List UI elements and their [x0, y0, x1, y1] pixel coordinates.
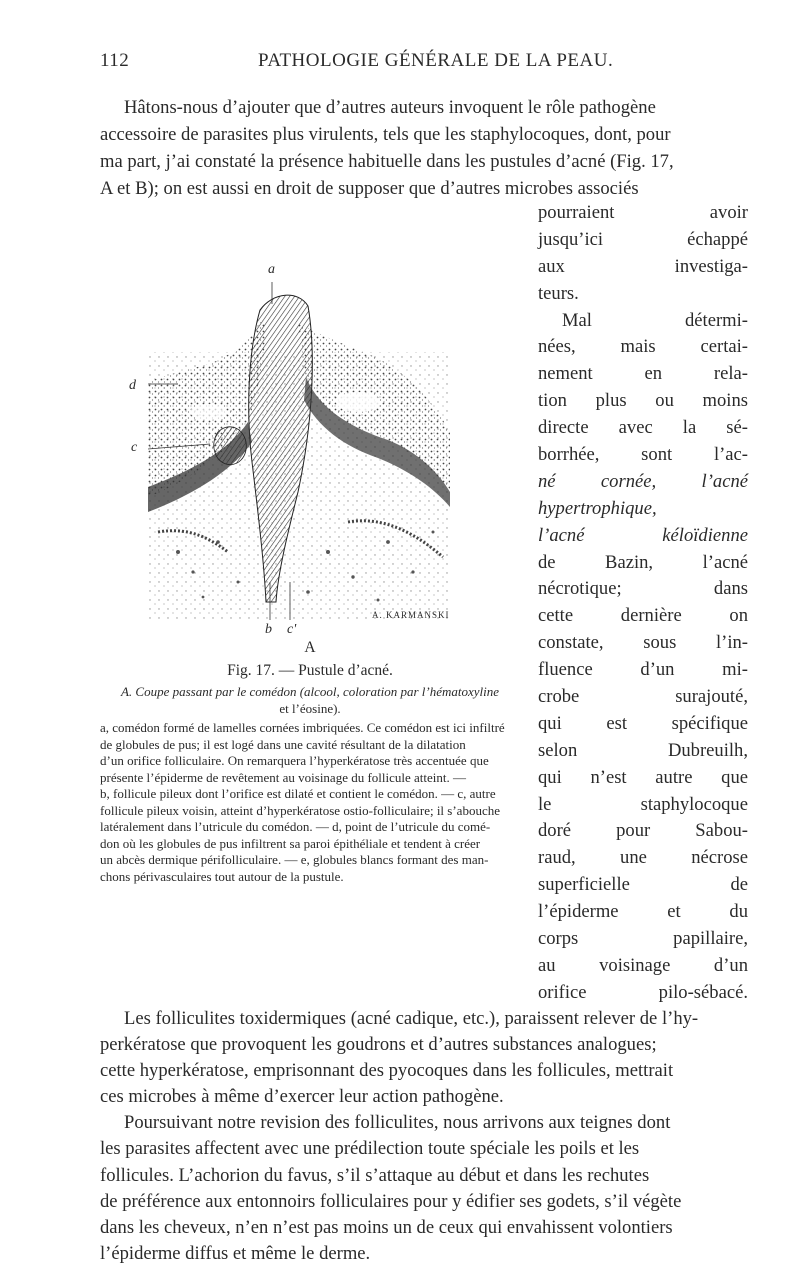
side-line: constate, sous l’in- [538, 632, 748, 654]
side-line: nées, mais certai- [538, 336, 748, 358]
side-line: le staphylocoque [538, 793, 748, 815]
figure-legend-line: de globules de pus; il est logé dans une cavité résultant de la dilatation [100, 736, 466, 752]
side-line: corps papillaire, [538, 928, 748, 950]
paragraph-top-line: Hâtons-nous d’ajouter que d’autres auteurs invoquent le rôle pathogène [124, 97, 656, 118]
figure-legend-line: a, comédon formé de lamelles cornées imbriquées. Ce comédon est ici infiltré [100, 720, 505, 735]
side-line: raud, une nécrose [538, 847, 748, 869]
figure-subtitle [100, 684, 520, 717]
figure-letter-a: a [268, 262, 275, 277]
side-line: crobe surajouté, [538, 686, 748, 708]
paragraph-bottom-line: dans les cheveux, n’en n’est pas moins un de ceux qui envahissent volontiers [100, 1216, 673, 1238]
figure-legend-line: présente l’épiderme de revêtement au voisinage du follicule atteint. — [100, 769, 467, 785]
side-column-text [538, 200, 748, 1007]
paragraph-bottom-line: ces microbes à même d’exercer leur action pathogène. [100, 1086, 504, 1108]
figure-legend-line: b, follicule pileux dont l’orifice est dilaté et contient le comédon. — c, autre [100, 786, 496, 801]
side-line: borrhée, sont l’ac- [538, 444, 748, 466]
paragraph-bottom-line: de préférence aux entonnoirs folliculaires pour y édifier ses godets, s’il végète [100, 1190, 682, 1212]
paragraph-bottom-line: follicules. L’achorion du favus, s’il s’attaque au début et dans les rechutes [100, 1164, 650, 1186]
page-number: 112 [100, 50, 130, 71]
side-line: hypertrophique, [538, 497, 657, 519]
paragraph-top-line: A et B); on est aussi en droit de supposer que d’autres microbes associés [100, 178, 639, 199]
side-line: doré pour Sabou- [538, 820, 748, 842]
figure-title: Fig. 17. — Pustule d’acné. [227, 662, 393, 679]
figure-legend-line: latéralement dans l’utricule du comédon. — d, point de l’utricule du comé- [100, 819, 491, 834]
side-line: l’épiderme et du [538, 901, 748, 923]
side-line: au voisinage d’un [538, 954, 748, 976]
paragraph-bottom [100, 1006, 752, 1267]
side-line: nécrotique; dans [538, 578, 748, 600]
paragraph-bottom-line: l’épiderme diffus et même le derme. [100, 1242, 371, 1264]
figure-legend-line: un abcès dermique périfolliculaire. — e, globules blancs formant des man- [100, 852, 489, 867]
figure-legend-line: follicule pileux voisin, atteint d’hyperkératose ostio-folliculaire; il s’abouche [100, 802, 500, 818]
figure-legend [100, 720, 522, 885]
side-line: jusqu’ici échappé [538, 228, 748, 250]
figure-legend-line: don où les globules de pus infiltrent sa paroi épithéliale et tendent à créer [100, 835, 481, 851]
paragraph-bottom-line: Poursuivant notre revision des folliculites, nous arrivons aux teignes dont [124, 1112, 671, 1134]
side-line: Mal détermi- [562, 309, 748, 331]
paragraph-bottom-line: Les folliculites toxidermiques (acné cadique, etc.), paraissent relever de l’hy- [124, 1008, 699, 1029]
figure-letter-b: b [265, 622, 272, 637]
figure-subtitle-line: et l’éosine). [279, 700, 341, 716]
running-head-title: PATHOLOGIE GÉNÉRALE DE LA PEAU. [258, 50, 614, 71]
side-line: fluence d’un mi- [538, 659, 748, 681]
paragraph-top-line: ma part, j’ai constaté la présence habituelle dans les pustules d’acné (Fig. 17, [100, 151, 674, 172]
figure-letter-c: c [131, 440, 138, 455]
side-line: l’acné kéloïdienne [538, 524, 748, 546]
side-line: qui est spécifique [538, 712, 748, 734]
side-line: qui n’est autre que [538, 766, 748, 788]
paragraph-top-line: accessoire de parasites plus virulents, tels que les staphylocoques, dont, pour [100, 124, 671, 145]
side-line: superficielle de [538, 874, 748, 896]
side-line: cette dernière on [538, 605, 748, 627]
figure-letter-d: d [129, 378, 136, 393]
side-line: teurs. [538, 282, 579, 304]
histology-engraving [148, 282, 450, 620]
figure-legend-line: chons périvasculaires tout autour de la pustule. [100, 868, 344, 884]
engraver-signature: A. KARMANSKI [372, 610, 450, 620]
figure-legend-line: d’un orifice folliculaire. On remarquera l’hyperkératose très accentuée que [100, 753, 489, 768]
side-line: aux investiga- [538, 255, 748, 277]
paragraph-bottom-line: cette hyperkératose, emprisonnant des pyocoques dans les follicules, mettrait [100, 1060, 674, 1082]
side-line: tion plus ou moins [538, 390, 748, 412]
paragraph-bottom-line: perkératose que provoquent les goudrons et d’autres substances analogues; [100, 1034, 657, 1056]
side-line: né cornée, l’acné [538, 470, 748, 492]
figure-plate [148, 282, 450, 620]
side-line: directe avec la sé- [538, 417, 748, 439]
side-line: nement en rela- [538, 363, 748, 385]
figure-letter-c-prime: c' [287, 622, 297, 637]
paragraph-bottom-line: les parasites affectent avec une prédilection toute spéciale les poils et les [100, 1138, 640, 1160]
side-line: pourraient avoir [538, 202, 748, 223]
side-line: orifice pilo-sébacé. [538, 981, 748, 1003]
figure-panel-label: A [304, 639, 316, 656]
side-line: de Bazin, l’acné [538, 551, 748, 573]
figure-subtitle-line: A. Coupe passant par le comédon (alcool, coloration par l’hématoxyline [120, 684, 500, 699]
side-line: selon Dubreuilh, [538, 739, 748, 761]
running-header [100, 50, 720, 76]
